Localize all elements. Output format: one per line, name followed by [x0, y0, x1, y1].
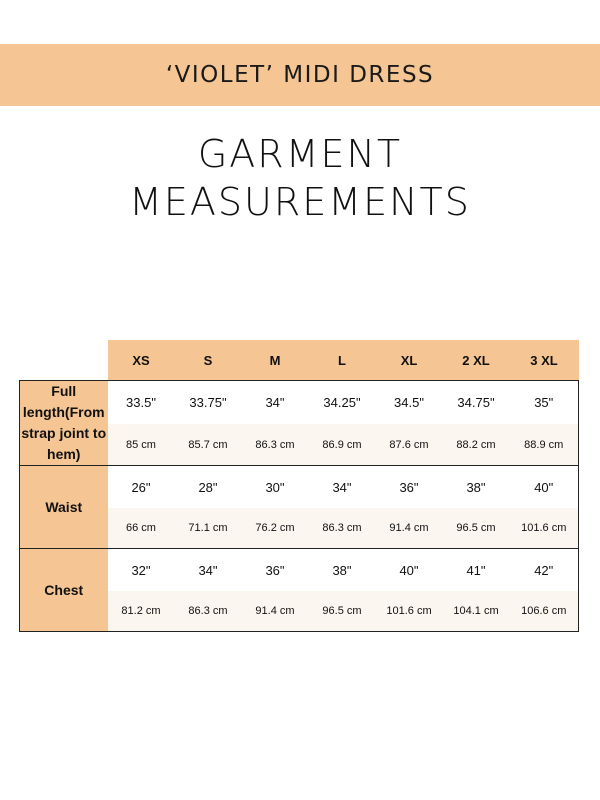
inch-value: 38" — [443, 466, 510, 509]
inch-value: 41" — [443, 549, 510, 592]
cm-value: 85 cm — [108, 424, 175, 465]
cm-value: 91.4 cm — [376, 508, 443, 549]
product-banner — [0, 44, 600, 106]
inch-value: 36" — [242, 549, 309, 592]
cm-value: 66 cm — [108, 508, 175, 549]
cm-value: 87.6 cm — [376, 424, 443, 465]
size-header: L — [309, 340, 376, 381]
measurement-table — [19, 340, 579, 632]
inch-value: 42" — [510, 549, 579, 592]
inch-value: 26" — [108, 466, 175, 509]
row-label-waist: Waist — [20, 466, 108, 549]
header-corner — [20, 340, 108, 381]
inch-value: 36" — [376, 466, 443, 509]
inch-value: 30" — [242, 466, 309, 509]
inch-value: 34.25" — [309, 381, 376, 425]
size-header: M — [242, 340, 309, 381]
inch-value: 38" — [309, 549, 376, 592]
inch-value: 34" — [309, 466, 376, 509]
cm-value: 81.2 cm — [108, 591, 175, 632]
cm-value: 86.3 cm — [242, 424, 309, 465]
cm-value: 86.3 cm — [175, 591, 242, 632]
size-header: 2 XL — [443, 340, 510, 381]
chest-inches-row — [20, 549, 579, 592]
inch-value: 34.75" — [443, 381, 510, 425]
inch-value: 40" — [376, 549, 443, 592]
inch-value: 40" — [510, 466, 579, 509]
page-title-line-2: MEASUREMENTS — [129, 180, 471, 224]
page-title-line-1: GARMENT — [197, 132, 403, 176]
cm-value: 86.3 cm — [309, 508, 376, 549]
cm-value: 88.2 cm — [443, 424, 510, 465]
page-title — [0, 130, 600, 226]
size-header: 3 XL — [510, 340, 579, 381]
size-header-row — [20, 340, 579, 381]
product-name: ‘VIOLET’ MIDI DRESS — [165, 62, 435, 88]
inch-value: 34" — [242, 381, 309, 425]
full-length-inches-row — [20, 381, 579, 425]
cm-value: 106.6 cm — [510, 591, 579, 632]
inch-value: 28" — [175, 466, 242, 509]
inch-value: 34" — [175, 549, 242, 592]
inch-value: 35" — [510, 381, 579, 425]
cm-value: 96.5 cm — [443, 508, 510, 549]
size-header: XL — [376, 340, 443, 381]
cm-value: 101.6 cm — [510, 508, 579, 549]
size-header: XS — [108, 340, 175, 381]
inch-value: 33.75" — [175, 381, 242, 425]
cm-value: 71.1 cm — [175, 508, 242, 549]
waist-inches-row — [20, 466, 579, 509]
inch-value: 33.5" — [108, 381, 175, 425]
inch-value: 32" — [108, 549, 175, 592]
cm-value: 88.9 cm — [510, 424, 579, 465]
cm-value: 104.1 cm — [443, 591, 510, 632]
cm-value: 85.7 cm — [175, 424, 242, 465]
size-header: S — [175, 340, 242, 381]
cm-value: 86.9 cm — [309, 424, 376, 465]
inch-value: 34.5" — [376, 381, 443, 425]
row-label-full-length: Full length(From strap joint to hem) — [20, 381, 108, 466]
cm-value: 101.6 cm — [376, 591, 443, 632]
row-label-chest: Chest — [20, 549, 108, 632]
cm-value: 96.5 cm — [309, 591, 376, 632]
cm-value: 76.2 cm — [242, 508, 309, 549]
cm-value: 91.4 cm — [242, 591, 309, 632]
